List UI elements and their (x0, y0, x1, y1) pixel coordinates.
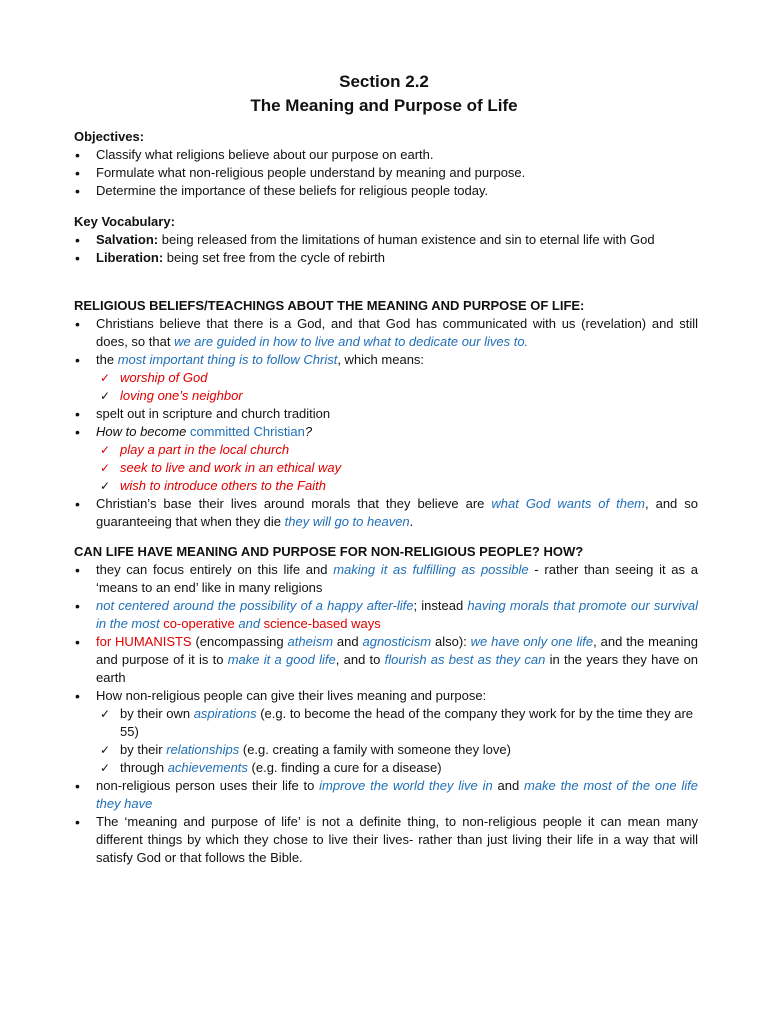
vocab-item-salvation (74, 231, 698, 249)
highlight-text: committed Christian (189, 424, 305, 439)
highlight-text: relationships (166, 742, 240, 757)
highlight-text: agnosticism (362, 634, 432, 649)
text-run: . (409, 514, 414, 529)
check-item (74, 441, 698, 459)
check-item (74, 387, 698, 405)
nonreligious-section (74, 543, 698, 867)
list-item (74, 597, 698, 633)
highlight-text: and (234, 616, 264, 631)
highlight-text: co-operative (163, 616, 235, 631)
objectives-section (74, 128, 698, 200)
list-item: • spelt out in scripture and church tradition (74, 405, 698, 423)
vocab-term: Liberation: (96, 250, 164, 265)
list-item (74, 777, 698, 813)
highlight-text: for HUMANISTS (96, 634, 192, 649)
text-run: also): (431, 634, 471, 649)
highlight-text: atheism (287, 634, 334, 649)
highlight-text: make the most of the one life they have (96, 778, 698, 811)
text-run: (e.g. finding a cure for a disease) (247, 760, 442, 775)
list-item (74, 495, 698, 531)
text-run: (encompassing (191, 634, 288, 649)
text-run: (e.g. to become the head of the company they work for by the time they are 55) (120, 706, 694, 739)
objective-item: • Formulate what non-religious people understand by meaning and purpose. (74, 164, 698, 182)
text-run: non-religious person uses their life to (96, 778, 320, 793)
vocabulary-heading: Key Vocabulary: (74, 214, 175, 229)
check-text: worship of God (120, 370, 208, 385)
checkmark-icon: ✓ (100, 371, 111, 385)
checkmark-icon: ✓ (100, 743, 111, 757)
text-run: Christians believe that there is a God, and that God has communicated with us (revelation) and still does, so that (96, 316, 698, 349)
text-run: (e.g. creating a family with someone they love) (239, 742, 511, 757)
checkmark-icon: ✓ (100, 443, 111, 457)
vocab-definition: being set free from the cycle of rebirth (163, 250, 385, 265)
text-run: the (96, 352, 118, 367)
check-item (74, 369, 698, 387)
text-run: , and so guaranteeing that when they die (96, 496, 698, 529)
list-item (74, 561, 698, 597)
text-run: , and the meaning and purpose of it is to (96, 634, 699, 667)
check-item (74, 741, 698, 759)
text-run: , and to (335, 652, 385, 667)
vocab-definition: being released from the limitations of human existence and sin to eternal life with God (158, 232, 655, 247)
page-title: The Meaning and Purpose of Life (250, 96, 518, 115)
checkmark-icon: ✓ (100, 479, 111, 493)
vocabulary-section (74, 213, 698, 267)
nonreligious-heading: CAN LIFE HAVE MEANING AND PURPOSE FOR NON-RELIGIOUS PEOPLE? HOW? (74, 544, 584, 559)
text-run: they can focus entirely on this life and (96, 562, 334, 577)
text-run: by their own (120, 706, 194, 721)
text-run: and (333, 634, 363, 649)
text-run: through (120, 760, 168, 775)
check-text: loving one’s neighbor (120, 388, 243, 403)
highlight-text: achievements (167, 760, 248, 775)
text-run: Christian’s base their lives around morals that they believe are (96, 496, 492, 511)
check-text: wish to introduce others to the Faith (120, 478, 326, 493)
checkmark-icon: ✓ (100, 461, 111, 475)
highlight-text: we are guided in how to live and what to dedicate our lives to. (174, 334, 529, 349)
vocab-term: Salvation: (96, 232, 159, 247)
vocab-item-liberation (74, 249, 698, 267)
text-run: , which means: (337, 352, 425, 367)
highlight-text: aspirations (193, 706, 257, 721)
highlight-text: improve the world they live in (319, 778, 493, 793)
highlight-text: we have only one life (470, 634, 594, 649)
text-run: - rather than seeing it as a ‘means to an end’ like in many religions (96, 562, 698, 595)
objective-item: • Classify what religions believe about our purpose on earth. (74, 146, 698, 164)
checkmark-icon: ✓ (100, 761, 111, 775)
highlight-text: having morals that promote our survival in the most (96, 598, 698, 631)
religious-heading: RELIGIOUS BELIEFS/TEACHINGS ABOUT THE MEANING AND PURPOSE OF LIFE: (74, 298, 585, 313)
checkmark-icon: ✓ (100, 707, 111, 721)
objectives-heading: Objectives: (74, 129, 145, 144)
list-item: • How non-religious people can give their lives meaning and purpose: (74, 687, 698, 705)
highlight-text: flourish as best as they can (384, 652, 546, 667)
text-run: ? (304, 424, 313, 439)
check-text: seek to live and work in an ethical way (120, 460, 342, 475)
list-item: • The ‘meaning and purpose of life’ is not a definite thing, to non-religious people it can mean many different things by which they chose to live their lives- rather than just living their life in a way that will satisfy God or that follows the Bible. (74, 813, 698, 867)
list-item (74, 351, 698, 369)
highlight-text: most important thing is to follow Christ (117, 352, 338, 367)
highlight-text: make it a good life (227, 652, 336, 667)
check-item (74, 477, 698, 495)
highlight-text: not centered around the possibility of a happy after-life (96, 598, 414, 613)
text-run: and (492, 778, 524, 793)
text-run: by their (120, 742, 167, 757)
text-run: How to become (96, 424, 190, 439)
check-item (74, 705, 698, 741)
highlight-text: making it as fulfilling as possible (333, 562, 529, 577)
section-label: Section 2.2 (339, 72, 429, 91)
list-item (74, 423, 698, 441)
highlight-text: what God wants of them (491, 496, 646, 511)
list-item (74, 633, 698, 687)
text-run: ; instead (413, 598, 468, 613)
check-text: play a part in the local church (120, 442, 290, 457)
list-item (74, 315, 698, 351)
highlight-text: they will go to heaven (284, 514, 410, 529)
religious-beliefs-section (74, 297, 698, 531)
checkmark-icon: ✓ (100, 389, 111, 403)
check-item (74, 459, 698, 477)
check-item (74, 759, 698, 777)
text-run: in the years they have on earth (96, 652, 699, 685)
highlight-text: science-based ways (263, 616, 381, 631)
objective-item: • Determine the importance of these beliefs for religious people today. (74, 182, 698, 200)
